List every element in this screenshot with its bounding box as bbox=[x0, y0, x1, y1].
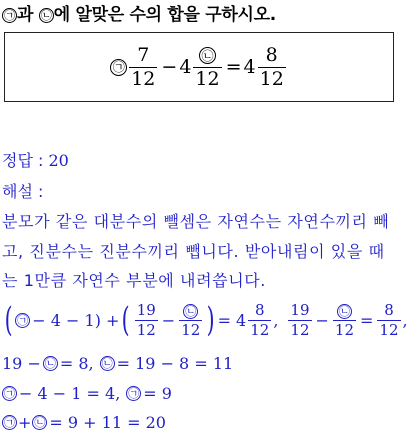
blank-b: ㉡ bbox=[185, 304, 197, 318]
math-line-1: ( ㉠ − 4 − 1) + ( $\frac{19}{12}$ − $\frac{㉡}{12}$ ) = 4 $\frac{8}{12}$ , $\frac{19}{12}$ − $\frac{㉡}{12}$ = $\frac{8}{12}$ , bbox=[4, 300, 408, 340]
explanation-label: 해설 : bbox=[2, 182, 44, 201]
answer-value: 20 bbox=[48, 151, 69, 170]
explanation-line-2: 고, 진분수는 진분수끼리 뺍니다. 받아내림이 있을 때 bbox=[2, 242, 385, 261]
explanation-line-3: 는 1만큼 자연수 부분에 내려씁니다. bbox=[2, 271, 266, 290]
blank-a: ㉠ bbox=[4, 416, 15, 429]
blank-a: ㉠ bbox=[110, 59, 127, 76]
fraction-8-12: $\frac{8}{12}$ bbox=[259, 43, 284, 90]
math-line-3: ㉠ − 4 − 1 = 4, ㉠ = 9 bbox=[4, 384, 172, 403]
equation-box bbox=[4, 32, 394, 102]
explanation-line-1: 분모가 같은 대분수의 뺄셈은 자연수는 자연수끼리 빼 bbox=[2, 212, 390, 231]
answer-line: 정답 : 20 bbox=[2, 151, 69, 170]
blank-b: ㉡ bbox=[101, 357, 113, 370]
blank-a: ㉠ bbox=[17, 313, 29, 327]
fraction-b-12: $\frac{㉡}{12}$ bbox=[334, 304, 355, 339]
fraction-19-12: $\frac{19}{12}$ bbox=[290, 301, 310, 339]
fraction-8-12: $\frac{8}{12}$ bbox=[379, 301, 399, 339]
answer-label: 정답 bbox=[2, 151, 33, 170]
math-line-2: 19 − ㉡ = 8, ㉡ = 19 − 8 = 11 bbox=[2, 354, 234, 373]
question-text: ㉠ 과 ㉡ 에 알맞은 수의 합을 구하시오. bbox=[2, 0, 276, 25]
blank-b: ㉡ bbox=[338, 304, 350, 318]
fraction-7-12: $\frac{7}{12}$ bbox=[131, 43, 156, 90]
fraction-8-12: $\frac{8}{12}$ bbox=[250, 301, 270, 339]
blank-b: ㉡ bbox=[199, 47, 216, 64]
blank-a: ㉠ bbox=[4, 387, 15, 400]
fraction-b-12: $\frac{㉡}{12}$ bbox=[195, 48, 220, 90]
marker-a: ㉠ bbox=[2, 8, 17, 23]
math-line-4: ㉠ + ㉡ = 9 + 11 = 20 bbox=[4, 413, 166, 432]
problem-equation: ㉠ $\frac{7}{12}$ − 4 $\frac{㉡}{12}$ = 4 $\frac{8}{12}$ bbox=[5, 33, 393, 101]
marker-b: ㉡ bbox=[39, 8, 54, 23]
blank-b: ㉡ bbox=[34, 416, 46, 429]
blank-b: ㉡ bbox=[44, 357, 56, 370]
fraction-19-12: $\frac{19}{12}$ bbox=[136, 301, 156, 339]
fraction-b-12: $\frac{㉡}{12}$ bbox=[181, 304, 201, 339]
blank-a: ㉠ bbox=[128, 387, 140, 400]
